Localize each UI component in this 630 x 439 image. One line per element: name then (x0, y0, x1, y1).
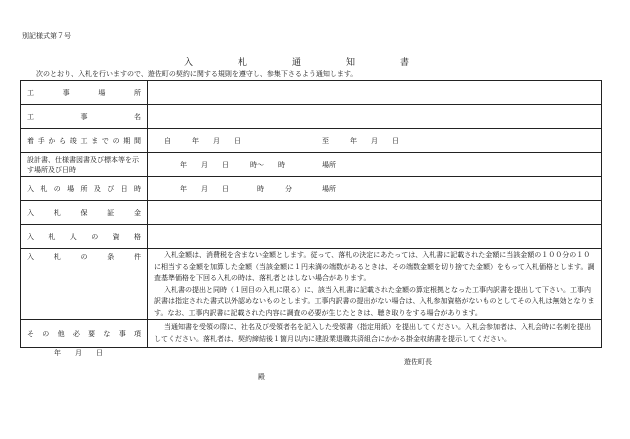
intro-text: 次のとおり、入札を行いますので、遊佐町の契約に関する規則を遵守し、参集下さるよう通知します。 (36, 70, 358, 78)
row-docs (21, 153, 602, 177)
bid-label: 入札の場所及び日時 (21, 177, 148, 201)
period-from: 自 年 月 日 (164, 136, 241, 145)
document-title: 入 札 通 知 書 (184, 58, 428, 68)
other-text: 当通知書を受領の際に、社名及び受領者名を記入した受領書（指定用紙）を提出してください。入札会参加者は、入札会時に名刺を提出してください。落札者は、契約締結後１箇月以内に建設業退職共済組合にかかる掛金収納書を提示してください。 (154, 323, 591, 343)
deposit-label: 入札保証金 (21, 201, 148, 225)
qualification-value (148, 225, 602, 249)
row-deposit (21, 201, 602, 225)
row-period (21, 129, 602, 153)
deposit-value (148, 201, 602, 225)
docs-when: 年 月 日 時～ 時 (180, 160, 285, 169)
form-number: 別記様式第７号 (22, 32, 71, 40)
conditions-label: 入札の条件 (21, 249, 148, 320)
name-label: 工事名 (21, 105, 148, 129)
bid-place: 場所 (322, 184, 336, 193)
row-site (21, 81, 602, 105)
qualification-label: 入札人の資格 (21, 225, 148, 249)
other-label: その他必要な事項 (21, 320, 148, 348)
bid-when: 年 月 日 時 分 (180, 184, 292, 193)
bid-value (148, 177, 602, 201)
footer-date: 年 月 日 (54, 349, 103, 357)
row-conditions (21, 249, 602, 320)
docs-label: 設計書、仕様書図書及び標本等を示す場所及び日時 (21, 153, 148, 177)
site-label: 工事場所 (21, 81, 148, 105)
row-other (21, 320, 602, 348)
name-value (148, 105, 602, 129)
period-value (148, 129, 602, 153)
row-bid (21, 177, 602, 201)
conditions-value (148, 249, 602, 320)
period-to: 至 年 月 日 (322, 136, 399, 145)
row-qualification (21, 225, 602, 249)
docs-place: 場所 (322, 160, 336, 169)
addressee-suffix: 殿 (258, 373, 265, 381)
conditions-paragraph-2: 入札書の提出と同時（１回目の入札に限る）に、該当入札書に記載された金額の算定根拠となった工事内訳書を提出して下さい。工事内訳書は指定された書式以外認めないものとします。工事内訳書の提出がない場合は、入札参加資格がないものとしてその入札は無効となります。なお、工事内訳書に記載された内容に調査の必要が生じたときは、聴き取りをする場合があります。 (154, 285, 595, 317)
other-value (148, 320, 602, 348)
mayor-signature: 遊佐町長 (404, 358, 432, 366)
notice-table (20, 80, 602, 348)
site-value (148, 81, 602, 105)
docs-value (148, 153, 602, 177)
row-name (21, 105, 602, 129)
conditions-paragraph-1: 入札金額は、消費税を含まない金額とします。従って、落札の決定にあたっては、入札書に記載された金額に当該金額の１００分の１０に相当する金額を加算した金額（当該金額に１円未満の端数があるときは、その端数金額を切り捨てた金額）をもって入札価格とします。調査基準価格を下回る入札の時は、落札者とはしない場合があります。 (154, 251, 595, 282)
period-label: 着手から竣工までの期間 (21, 129, 148, 153)
